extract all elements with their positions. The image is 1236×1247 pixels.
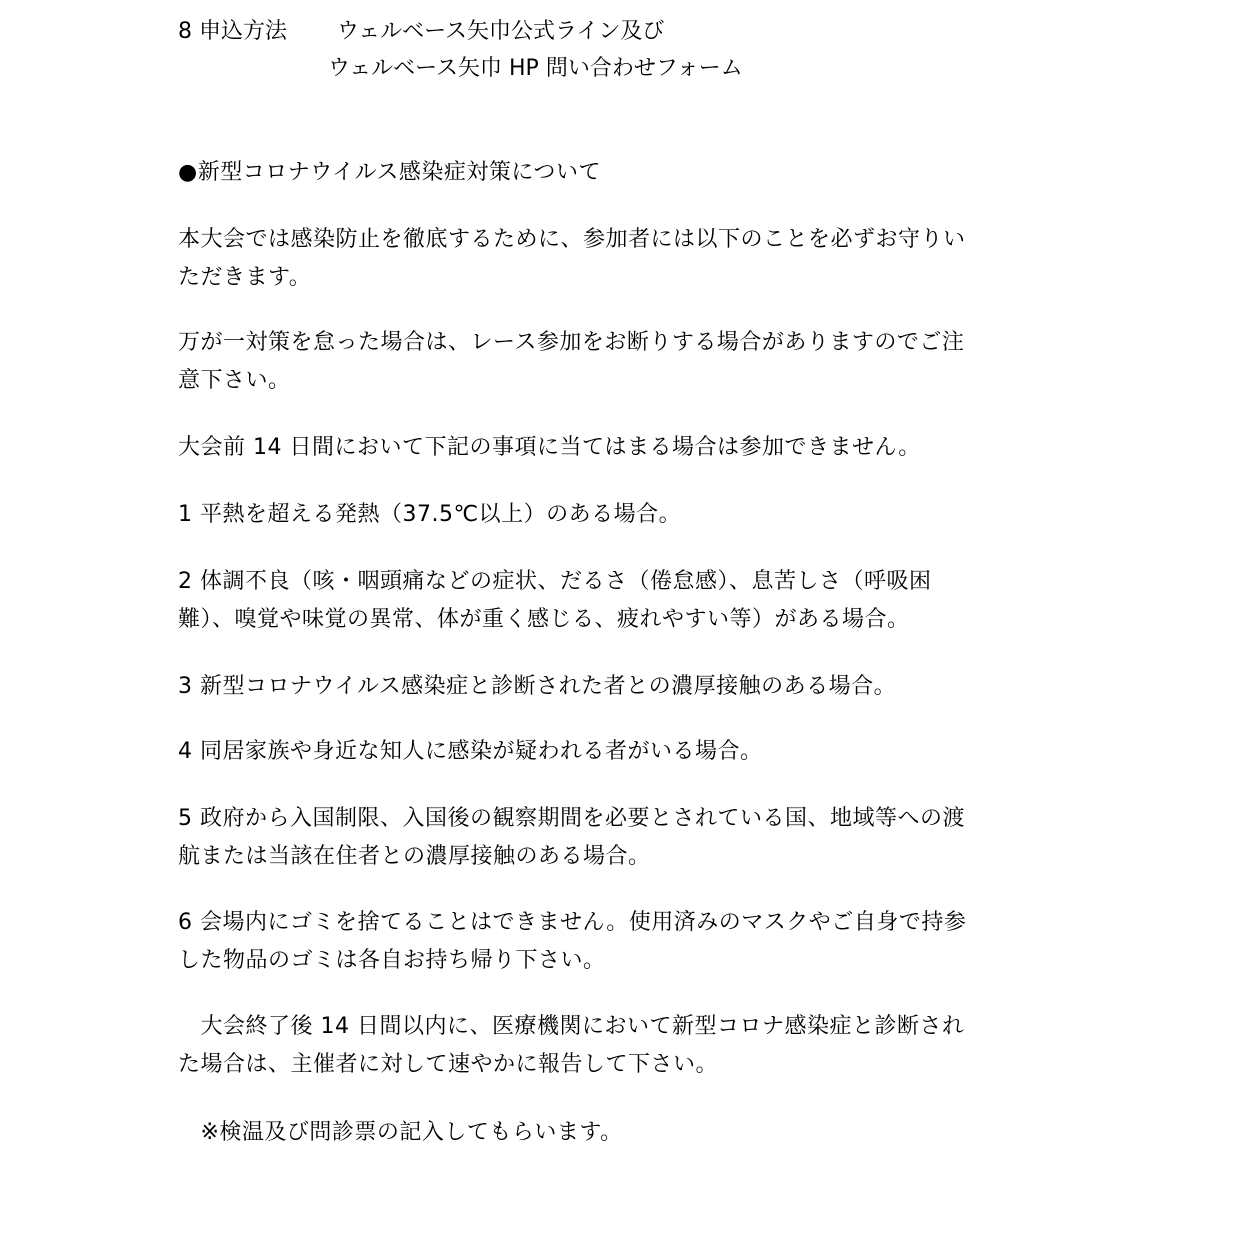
condition-item-3: 3 新型コロナウイルス感染症と診断された者との濃厚接触のある場合。	[178, 674, 897, 699]
application-method-line-2: ウェルベース矢巾 HP 問い合わせフォーム	[328, 56, 743, 81]
report-line-2: た場合は、主催者に対して速やかに報告して下さい。	[178, 1052, 719, 1077]
condition-item-4: 4 同居家族や身近な知人に感染が疑われる者がいる場合。	[178, 739, 763, 764]
report-line-1: 大会終了後 14 日間以内に、医療機関において新型コロナ感染症と診断され	[178, 1014, 965, 1039]
intro-line-2: ただきます。	[178, 265, 312, 290]
intro-line-1: 本大会では感染防止を徹底するために、参加者には以下のことを必ずお守りい	[178, 227, 966, 252]
condition-item-5-line-1: 5 政府から入国制限、入国後の観察期間を必要とされている国、地域等への渡	[178, 806, 965, 831]
condition-item-2-line-2: 難）、嗅覚や味覚の異常、体が重く感じる、疲れやすい等）がある場合。	[178, 607, 910, 632]
warning-line-1: 万が一対策を怠った場合は、レース参加をお断りする場合がありますのでご注	[178, 330, 965, 355]
covid-section-heading: ●新型コロナウイルス感染症対策について	[178, 160, 601, 185]
temperature-check-note: ※検温及び問診票の記入してもらいます。	[178, 1120, 623, 1145]
conditions-intro: 大会前 14 日間において下記の事項に当てはまる場合は参加できません。	[178, 435, 921, 460]
condition-item-6-line-1: 6 会場内にゴミを捨てることはできません。使用済みのマスクやご自身で持参	[178, 910, 967, 935]
condition-item-2-line-1: 2 体調不良（咳・咽頭痛などの症状、だるさ（倦怠感）、息苦しさ（呼吸困	[178, 569, 932, 594]
condition-item-1: 1 平熱を超える発熱（37.5℃以上）のある場合。	[178, 502, 682, 527]
warning-line-2: 意下さい。	[178, 368, 291, 393]
application-method-label: 8 申込方法	[178, 19, 287, 44]
condition-item-6-line-2: した物品のゴミは各自お持ち帰り下さい。	[178, 948, 606, 973]
condition-item-5-line-2: 航または当該在住者との濃厚接触のある場合。	[178, 844, 651, 869]
application-method-line-1: ウェルベース矢巾公式ライン及び	[337, 19, 665, 44]
